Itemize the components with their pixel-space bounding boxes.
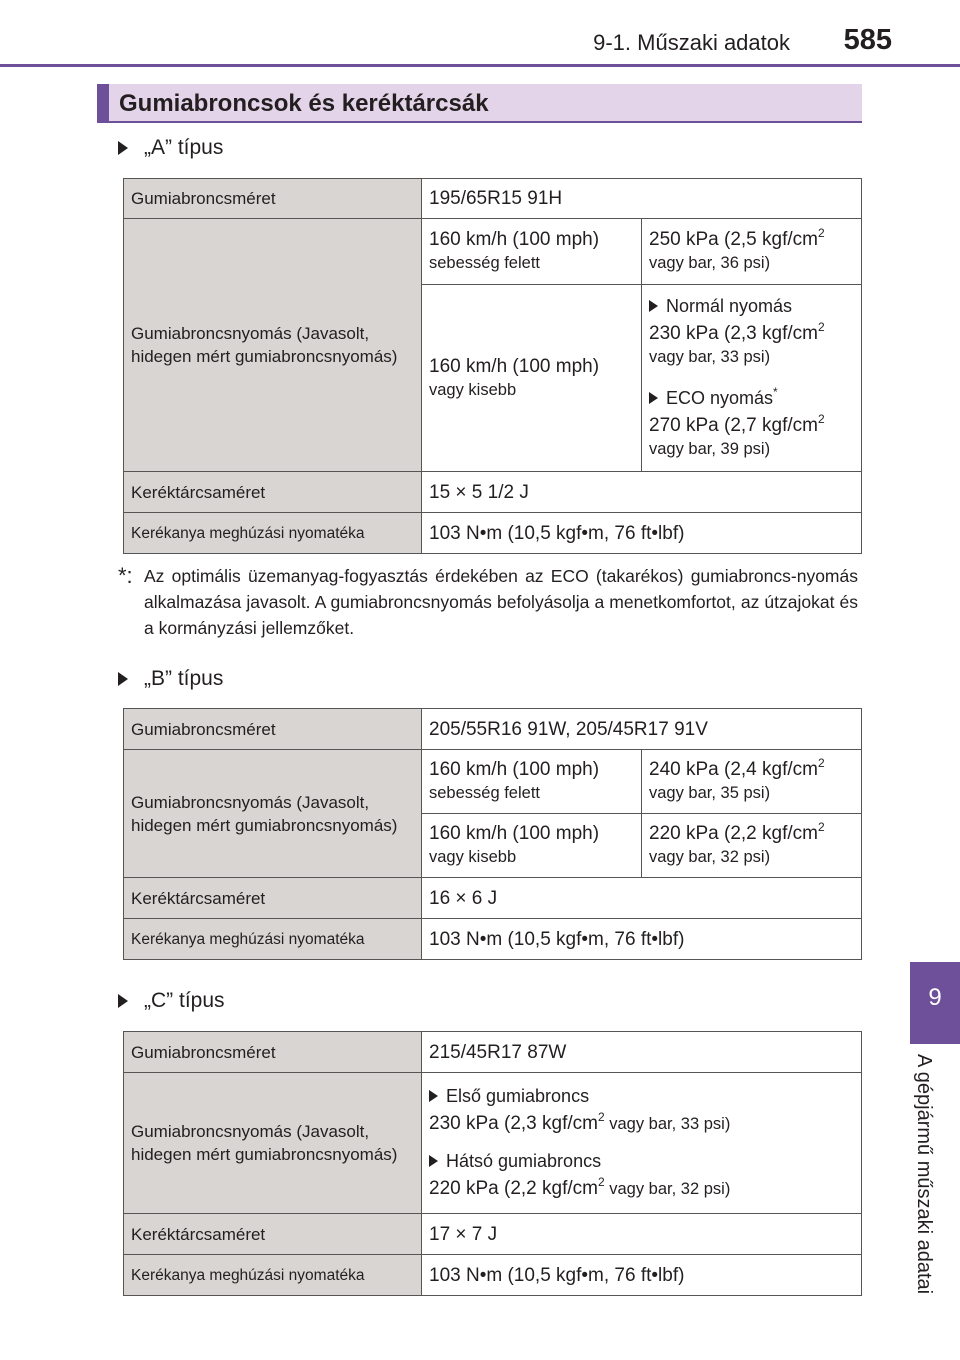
pressure-cell: [422, 1073, 862, 1214]
triangle-bullet-icon: [118, 994, 128, 1008]
type-a-label: „A” típus: [118, 136, 223, 160]
triangle-bullet-icon: [118, 141, 128, 155]
torque-value: 103 N•m (10,5 kgf•m, 76 ft•lbf): [422, 513, 862, 554]
table-row: [124, 179, 862, 219]
footnote: [118, 563, 858, 641]
table-row: [124, 709, 862, 750]
normal-pressure-heading: Normál nyomás: [649, 295, 854, 318]
pressure-label: Gumiabroncsnyomás (Javasolt, hidegen mért gumiabroncsnyomás): [124, 219, 422, 472]
pressure-under-cell: Normál nyomás 230 kPa (2,3 kgf/$cm^2$ vagy bar, 33 psi) ECO nyomás* 270 kPa (2,7 kgf/$cm^2$ vagy bar, 39 psi): [642, 285, 862, 472]
front-tire-heading: Első gumiabroncs: [429, 1085, 854, 1108]
tire-size-value: 215/45R17 87W: [422, 1032, 862, 1073]
header-rule: [0, 64, 960, 67]
section-title: Gumiabroncsok és keréktárcsák: [119, 90, 489, 117]
table-row: [124, 750, 862, 814]
type-a-table: [123, 178, 862, 554]
tire-size-label: Gumiabroncsméret: [124, 1032, 422, 1073]
pressure-label: Gumiabroncsnyomás (Javasolt, hidegen mért gumiabroncsnyomás): [124, 750, 422, 878]
wheel-size-value: 16 × 6 J: [422, 878, 862, 919]
pressure-over-cell: 240 kPa (2,4 kgf/$cm^2$ vagy bar, 35 psi): [642, 750, 862, 814]
rear-tire-value: 220 kPa (2,2 kgf/$cm^2$ vagy bar, 32 psi): [429, 1175, 731, 1199]
table-row: [124, 1255, 862, 1296]
triangle-bullet-icon: [429, 1090, 438, 1102]
speed-over-cell: 160 km/h (100 mph) sebesség felett: [422, 750, 642, 814]
table-row: [124, 919, 862, 960]
torque-value: 103 N•m (10,5 kgf•m, 76 ft•lbf): [422, 1255, 862, 1296]
tire-size-label: Gumiabroncsméret: [124, 179, 422, 219]
tire-size-label: Gumiabroncsméret: [124, 709, 422, 750]
page-number: 585: [843, 24, 892, 56]
torque-label: Kerékanya meghúzási nyomatéka: [124, 513, 422, 554]
type-b-table: [123, 708, 862, 960]
section-heading: [97, 84, 862, 123]
pressure-over-cell: 250 kPa (2,5 kgf/$cm^2$ vagy bar, 36 psi): [642, 219, 862, 285]
torque-value: 103 N•m (10,5 kgf•m, 76 ft•lbf): [422, 919, 862, 960]
pressure-under-cell: 220 kPa (2,2 kgf/$cm^2$ vagy bar, 32 psi): [642, 814, 862, 878]
rear-tire-heading: Hátsó gumiabroncs: [429, 1150, 854, 1173]
table-row: [124, 472, 862, 513]
speed-over-cell: 160 km/h (100 mph) sebesség felett: [422, 219, 642, 285]
table-row: [124, 1214, 862, 1255]
type-c-table: [123, 1031, 862, 1296]
chapter-tab: [910, 962, 960, 1044]
wheel-size-label: Keréktárcsaméret: [124, 472, 422, 513]
wheel-size-label: Keréktárcsaméret: [124, 1214, 422, 1255]
torque-label: Kerékanya meghúzási nyomatéka: [124, 919, 422, 960]
front-tire-value: 230 kPa (2,3 kgf/$cm^2$ vagy bar, 33 psi): [429, 1110, 731, 1134]
eco-pressure-heading: ECO nyomás*: [649, 387, 854, 410]
table-row: [124, 513, 862, 554]
wheel-size-value: 17 × 7 J: [422, 1214, 862, 1255]
triangle-bullet-icon: [429, 1155, 438, 1167]
table-row: [124, 219, 862, 285]
wheel-size-value: 15 × 5 1/2 J: [422, 472, 862, 513]
pressure-label: Gumiabroncsnyomás (Javasolt, hidegen mért gumiabroncsnyomás): [124, 1073, 422, 1214]
speed-under-cell: 160 km/h (100 mph) vagy kisebb: [422, 814, 642, 878]
triangle-bullet-icon: [118, 672, 128, 686]
tire-size-value: 205/55R16 91W, 205/45R17 91V: [422, 709, 862, 750]
speed-under-cell: 160 km/h (100 mph) vagy kisebb: [422, 285, 642, 472]
type-b-label: „B” típus: [118, 667, 223, 691]
wheel-size-label: Keréktárcsaméret: [124, 878, 422, 919]
table-row: [124, 1032, 862, 1073]
chapter-tab-number: 9: [928, 984, 942, 1011]
table-row: [124, 1073, 862, 1214]
torque-label: Kerékanya meghúzási nyomatéka: [124, 1255, 422, 1296]
chapter-title: 9-1. Műszaki adatok: [593, 30, 790, 55]
triangle-bullet-icon: [649, 300, 658, 312]
triangle-bullet-icon: [649, 392, 658, 404]
page-header: [0, 0, 960, 70]
type-c-label: „C” típus: [118, 989, 225, 1013]
footnote-text: Az optimális üzemanyag-fogyasztás érdekében az ECO (takarékos) gumiabroncs-nyomás alkalmazása javasolt. A gumiabroncsnyomás befolyásolja a menetkomfortot, az útzajokat és a kormányzási jellemzőket.: [144, 566, 858, 638]
tire-size-value: 195/65R15 91H: [422, 179, 862, 219]
table-row: [124, 878, 862, 919]
footnote-marker: *:: [118, 563, 133, 588]
